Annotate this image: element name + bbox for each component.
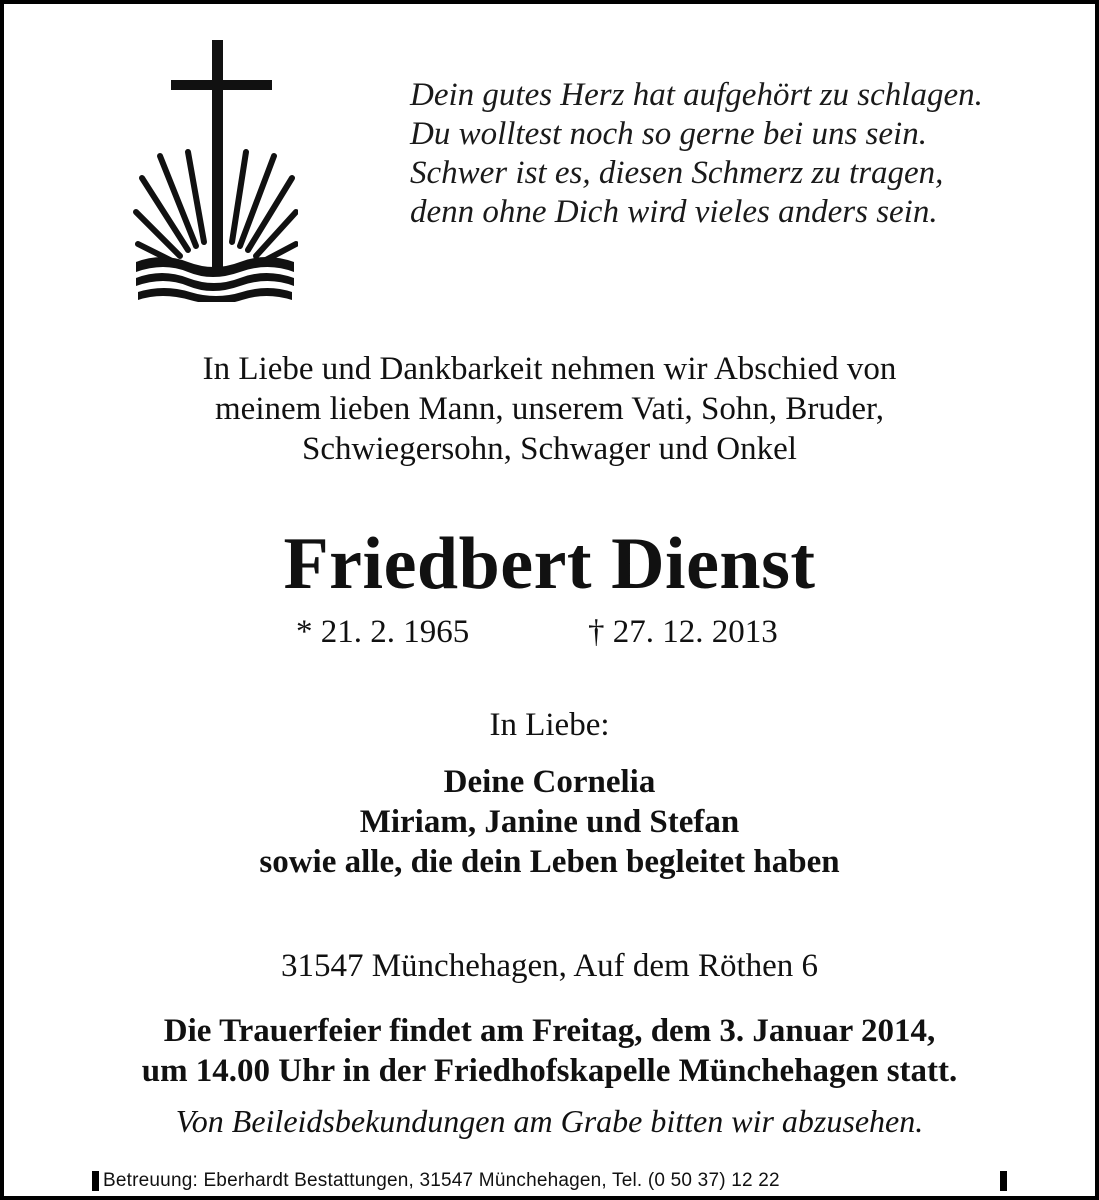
poem-line: denn ohne Dich wird vieles anders sein. (410, 194, 938, 230)
funeral-ceremony-notice (0, 1011, 1099, 1091)
intro-line: Schwiegersohn, Schwager und Onkel (302, 431, 797, 467)
intro-line: In Liebe und Dankbarkeit nehmen wir Abschied von (202, 351, 897, 387)
poem-line: Du wolltest noch so gerne bei uns sein. (410, 116, 927, 152)
footer-right-bar (1000, 1171, 1007, 1191)
ceremony-line: um 14.00 Uhr in der Friedhofskapelle Münchehagen statt. (141, 1053, 958, 1089)
poem-line: Dein gutes Herz hat aufgehört zu schlagen. (410, 77, 983, 113)
mourner-line: Miriam, Janine und Stefan (359, 804, 740, 840)
ceremony-line: Die Trauerfeier findet am Freitag, dem 3. Januar 2014, (163, 1013, 936, 1049)
poem-line: Schwer ist es, diesen Schmerz zu tragen, (410, 155, 944, 191)
death-date: † 27. 12. 2013 (588, 614, 778, 650)
mourner-line: Deine Cornelia (443, 764, 656, 800)
funeral-home-footer (92, 1166, 1007, 1196)
funeral-home-credit: Betreuung: Eberhardt Bestattungen, 31547 Münchehagen, Tel. (0 50 37) 12 22 (103, 1170, 780, 1191)
intro-line: meinem lieben Mann, unserem Vati, Sohn, Bruder, (215, 391, 884, 427)
condolence-request: Von Beileidsbekundungen am Grabe bitten wir abzusehen. (175, 1103, 924, 1139)
cross-rising-sun-waves-icon (132, 40, 298, 302)
footer-left-bar (92, 1171, 99, 1191)
mourners-list (0, 762, 1099, 882)
birth-date: * 21. 2. 1965 (296, 614, 470, 650)
farewell-intro (0, 349, 1099, 469)
deceased-name: Friedbert Dienst (283, 523, 816, 605)
family-address: 31547 Münchehagen, Auf dem Röthen 6 (280, 948, 819, 984)
mourners-heading: In Liebe: (489, 707, 610, 743)
mourner-line: sowie alle, die dein Leben begleitet haben (259, 844, 840, 880)
memorial-poem (410, 76, 1060, 232)
